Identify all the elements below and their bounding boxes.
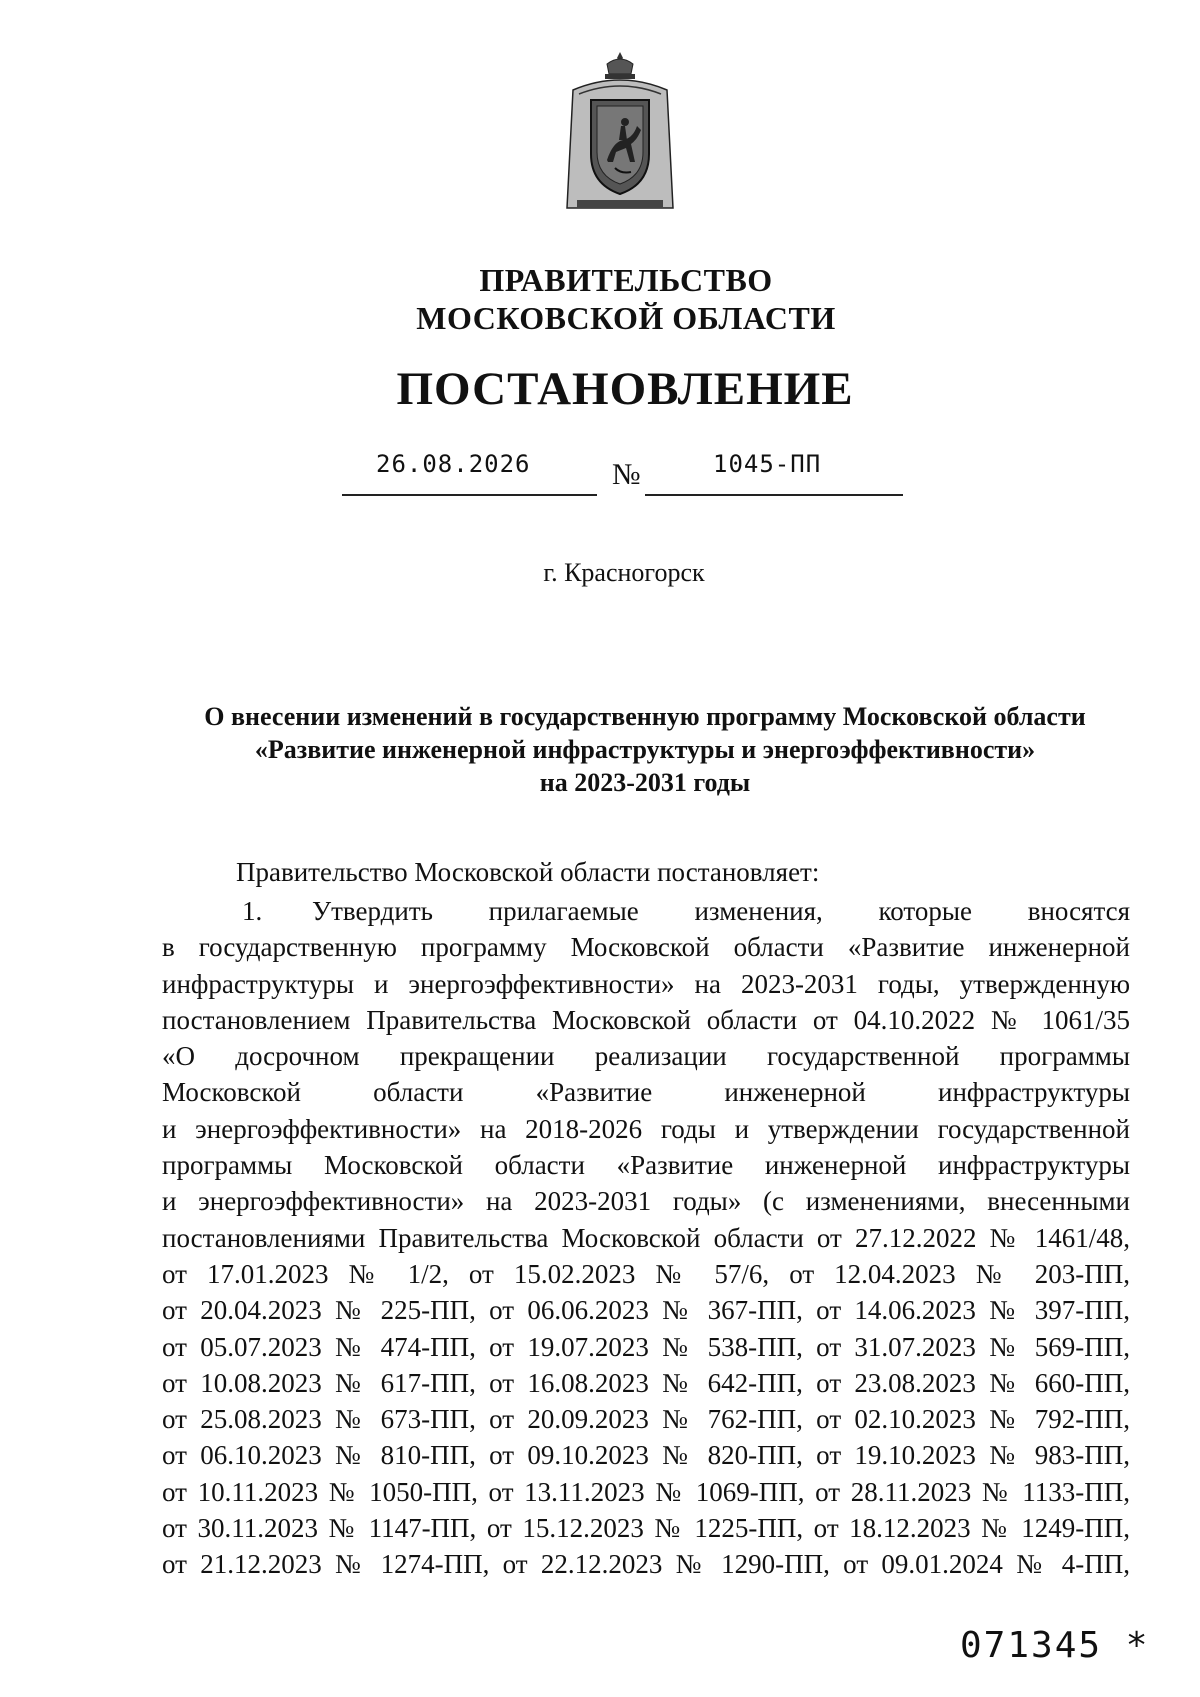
serial-number-stamp <box>960 1625 1149 1666</box>
subject-line: на 2023-2031 годы <box>539 768 751 797</box>
body-line: инфраструктуры и энергоэффективности» на 2023-2031 годы, утвержденную <box>162 968 1130 999</box>
body-line: и энергоэффективности» на 2018-2026 годы и утверждении государственной <box>162 1113 1130 1144</box>
body-line: «О досрочном прекращении реализации государственной программы <box>162 1041 1130 1072</box>
body-line: от 10.11.2023 № 1050-ПП, от 13.11.2023 № 1069-ПП, от 28.11.2023 № 1133-ПП, <box>162 1476 1130 1507</box>
body-line: постановлениями Правительства Московской области от 27.12.2022 № 1461/48, <box>162 1222 1130 1253</box>
document-type-title: ПОСТАНОВЛЕНИЕ <box>396 363 854 415</box>
item-number: 1. <box>242 896 263 926</box>
body-line <box>162 893 1130 929</box>
subject-line: О внесении изменений в государственную программу Московской области <box>204 702 1086 731</box>
coat-of-arms-emblem <box>555 50 685 215</box>
document-number: 1045-ПП <box>713 450 822 478</box>
document-date: 26.08.2026 <box>376 450 531 478</box>
body-line: от 06.10.2023 № 810-ПП, от 09.10.2023 № 820-ПП, от 19.10.2023 № 983-ПП, <box>162 1440 1130 1471</box>
body-line: от 30.11.2023 № 1147-ПП, от 15.12.2023 № 1225-ПП, от 18.12.2023 № 1249-ПП, <box>162 1513 1130 1544</box>
body-line: Московской области «Развитие инженерной инфраструктуры <box>162 1077 1130 1108</box>
body-line: от 20.04.2023 № 225-ПП, от 06.06.2023 № 367-ПП, от 14.06.2023 № 397-ПП, <box>162 1295 1130 1326</box>
number-underline <box>645 494 903 496</box>
body-line-text: Утвердить прилагаемые изменения, которые вносятся <box>312 896 1130 926</box>
serial-number: 071345 <box>960 1625 1103 1666</box>
body-line: в государственную программу Московской области «Развитие инженерной <box>162 932 1130 963</box>
serial-mark: * <box>1125 1625 1150 1666</box>
body-line: от 10.08.2023 № 617-ПП, от 16.08.2023 № 642-ПП, от 23.08.2023 № 660-ПП, <box>162 1367 1130 1398</box>
body-line: программы Московской области «Развитие инженерной инфраструктуры <box>162 1150 1130 1181</box>
document-subject <box>165 700 1125 799</box>
organization-name-line1: ПРАВИТЕЛЬСТВО <box>479 262 773 298</box>
body-line: от 25.08.2023 № 673-ПП, от 20.09.2023 № 762-ПП, от 02.10.2023 № 792-ПП, <box>162 1404 1130 1435</box>
preamble: Правительство Московской области постановляет: <box>236 857 820 887</box>
body-line: и энергоэффективности» на 2023-2031 годы» (с изменениями, внесенными <box>162 1186 1130 1217</box>
body-line: от 21.12.2023 № 1274-ПП, от 22.12.2023 № 1290-ПП, от 09.01.2024 № 4-ПП, <box>162 1549 1130 1580</box>
subject-line: «Развитие инженерной инфраструктуры и энергоэффективности» <box>254 735 1036 764</box>
body-line: от 05.07.2023 № 474-ПП, от 19.07.2023 № 538-ПП, от 31.07.2023 № 569-ПП, <box>162 1331 1130 1362</box>
number-sign: № <box>612 458 641 491</box>
issue-city: г. Красногорск <box>543 558 705 587</box>
body-line: постановлением Правительства Московской области от 04.10.2022 № 1061/35 <box>162 1004 1130 1035</box>
date-underline <box>342 494 597 496</box>
body-text <box>162 893 1130 1583</box>
organization-name-line2: МОСКОВСКОЙ ОБЛАСТИ <box>416 300 836 336</box>
body-line: от 17.01.2023 № 1/2, от 15.02.2023 № 57/6, от 12.04.2023 № 203-ПП, <box>162 1258 1130 1289</box>
